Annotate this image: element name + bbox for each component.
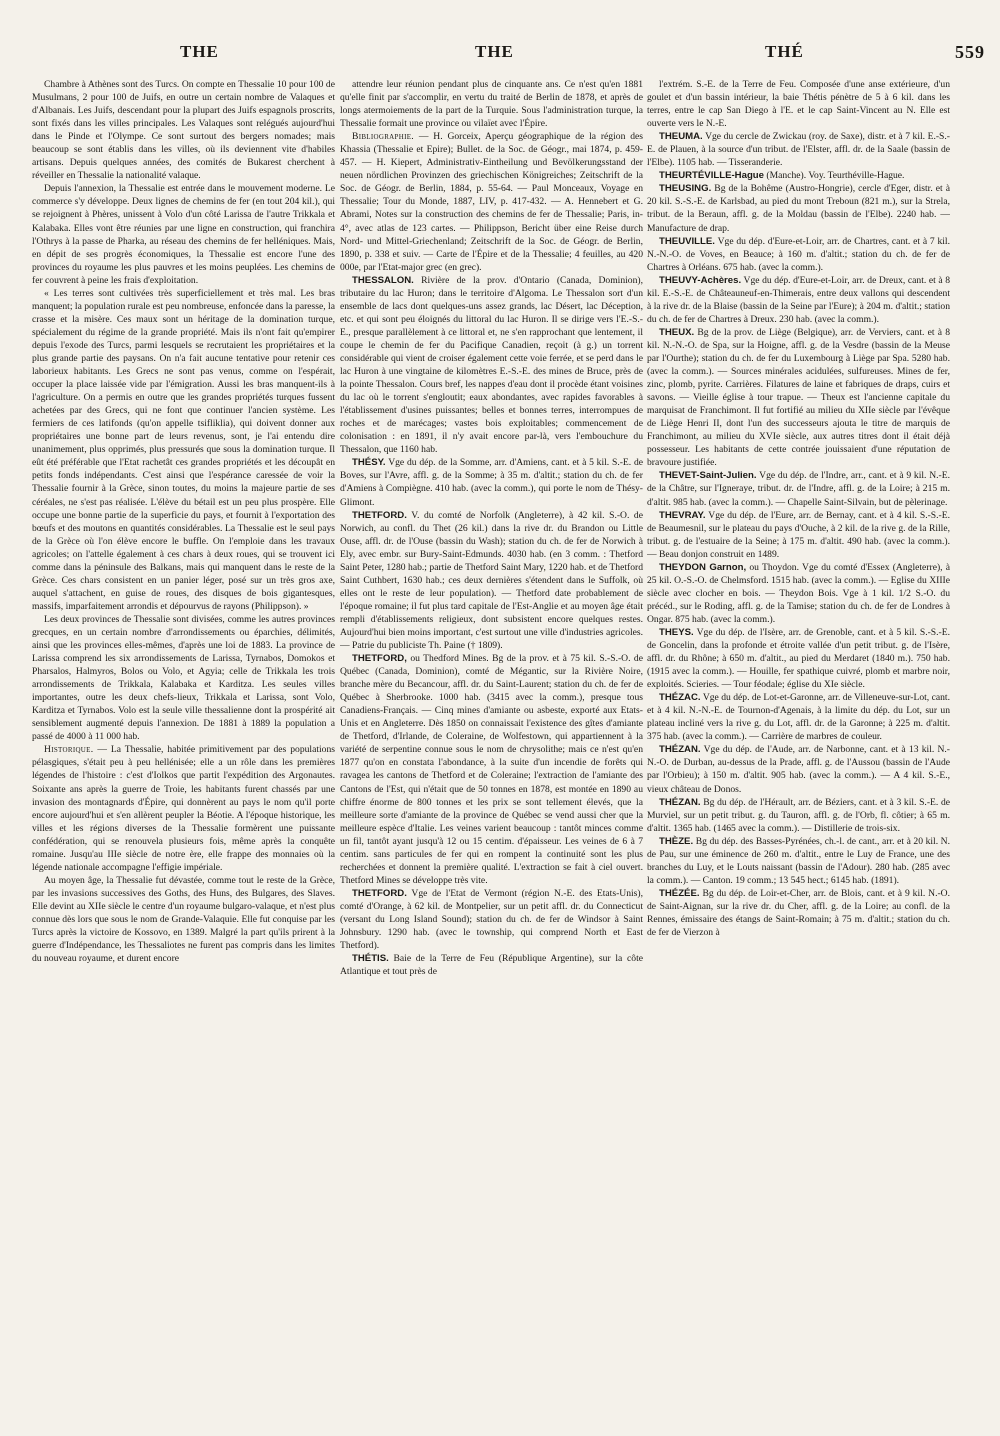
dictionary-entry: [647, 887, 950, 939]
entry-headword: THETFORD.: [352, 887, 407, 899]
dictionary-entry: [340, 456, 643, 508]
entry-text: Vge du dép. de l'Eure, arr. de Bernay, cant. et à 4 kil. S.-S.-E. de Beaumesnil, sur le plateau du pays d'Ouche, à 2 kil. de la rive g. de la Rille, tribut. g. de l'estuaire de la Seine; à 175 m. d'altit. 490 hab. (avec la comm.). — Beau donjon construit en 1489.: [647, 509, 950, 560]
entry-headword: THEUX.: [659, 326, 695, 338]
entry-text: Bg du dép. des Basses-Pyrénées, ch.-l. de cant., arr. et à 20 kil. N. de Pau, sur une éminence de 260 m. d'altit., entre le Luy de France, une des branches du Luy, et le Louts naissant (bassin de l'Adour). 280 hab. (285 avec la comm.). — Canton. 19 comm.; 13 545 hect.; 6145 hab. (1891).: [647, 835, 950, 886]
entry-text: — H. Gorceix, Aperçu géographique de la région des Khassia (Thessalie et Epire); Bullet. de la Soc. de Géogr., mai 1874, p. 459-457. — H. Kiepert, Administrativ-Eintheilung und Bevölkerungsstand der neuen nördlichen Provinzen des griechischen Königreiches; Zeitschrift de la Soc. de Géogr. de Berlin, 1884, p. 55-64. — Paul Monceaux, Voyage en Thessalie; Tour du Monde, 1887, LIV, p. 417-432. — A. Hennebert et G. Abrami, Notes sur la construction des chemins de fer de Thessalie; Paris, in-4°, avec atlas de 123 cartes. — Philippson, Bericht über eine Reise durch Nord- und Mittel-Griechenland; Zeitschrift de la Soc. de Géogr. de Berlin, 1890, p. 338 et suiv. — Carte de l'Épire et de la Thessalie; 4 feuilles, au 420 000e, par l'Etat-major grec (en grec).: [340, 131, 643, 273]
entry-headword: THÉZAC.: [659, 692, 701, 704]
dictionary-entry: [647, 743, 950, 795]
entry-text: l'extrém. S.-E. de la Terre de Feu. Composée d'une anse extérieure, d'un goulet et d'un bassin intérieur, la baie Thétis pénètre de 5 à 6 kil. dans les terres, entre le cap San Diego à l'E. et le cap Saint-Vincent au N. Elle est ouverte vers le N.-E.: [647, 79, 950, 130]
dictionary-entry: [647, 626, 950, 691]
paragraph: [647, 78, 950, 130]
entry-text: Vge du dép. de la Somme, arr. d'Amiens, cant. et à 5 kil. S.-E. de Boves, sur l'Avre, affl. g. de la Somme; à 35 m. d'altit.; station du ch. de fer d'Amiens à Compiègne. 410 hab. (avec la comm.), qui porte le nom de Thésy-Glimont.: [340, 457, 643, 508]
dictionary-entry: [340, 509, 643, 653]
entry-headword: THÉSY.: [352, 457, 386, 469]
paragraph: [32, 287, 335, 613]
dictionary-entry: [340, 274, 643, 457]
paragraph: [32, 613, 335, 743]
dictionary-entry: [647, 235, 950, 274]
entry-text: Bg du dép. de l'Hérault, arr. de Béziers, cant. et à 3 kil. S.-E. de Murviel, sur un petit tribut. g. du Tauron, affl. g. de l'Orb, fl. côtier; à 65 m. d'altit. 1365 hab. (1465 avec la comm.). — Distillerie de trois-six.: [647, 796, 950, 834]
text-column-3: [647, 78, 950, 1418]
entry-headword: THEUVY-Achères.: [659, 274, 742, 286]
dictionary-entry: [647, 182, 950, 234]
entry-text: ou Thoydon. Vge du comté d'Essex (Angleterre), à 25 kil. O.-S.-O. de Chelmsford. 1515 hab. (avec la comm.). — Eglise du XIIIe siècle avec clocher en bois. — Theydon Bois. Vge à 1 kil. 1/2 S.-O. du précéd., sur le Roding, affl. g. de la Tamise; station du ch. de fer de Londres à Ongar. 875 hab. (avec la comm.).: [647, 561, 950, 625]
entry-headword: THEVRAY.: [659, 509, 706, 521]
dictionary-entry: [647, 796, 950, 835]
entry-text: Bg de la Bohême (Austro-Hongrie), cercle d'Eger, distr. et à 20 kil. S.-S.-E. de Karlsbad, au pied du mont Treboun (821 m.), sur la Strela, tribut. de la Beraun, affl. g. de la Moldau (bassin de l'Elbe). 2240 hab. — Manufacture de drap.: [647, 183, 950, 234]
section-heading: Historique.: [44, 744, 94, 756]
entry-headword: THEUMA.: [659, 131, 703, 143]
dictionary-entry: [647, 835, 950, 887]
entry-headword: THEUVILLE.: [659, 235, 715, 247]
entry-text: Vge de l'Etat de Vermont (région N.-E. des Etats-Unis), comté d'Orange, à 62 kil. de Montpelier, sur un petit affl. dr. du Connecticut (versant du Long Island Sound); station du ch. de fer de Windsor à Saint Johnsbury. 1290 hab. (avec le township, qui comprend North et East Thetford).: [340, 887, 643, 952]
dictionary-entry: [647, 326, 950, 470]
dictionary-entry: [647, 509, 950, 561]
paragraph: [32, 182, 335, 286]
running-head-center: THE: [475, 42, 514, 61]
entry-text: Au moyen âge, la Thessalie fut dévastée, comme tout le reste de la Grèce, par les invasions successives des Goths, des Huns, des Bulgares, des Slaves. Elle devint au XIIe siècle le centre d'un royaume bulgaro-valaque, et n'est plus connue dès lors que sous le nom de Grande-Valaquie. Elle fut conquise par les Turcs après la victoire de Kossovo, en 1389. Malgré la part qu'ils prirent à la guerre d'Indépendance, les Thessaliotes ne furent pas compris dans les limites du nouveau royaume, et durent encore: [32, 874, 335, 965]
entry-headword: THÉZAN.: [659, 744, 701, 756]
entry-text: — La Thessalie, habitée primitivement par des populations pélasgiques, s'était peu à peu hellénisée; elle a un rôle dans les premières légendes de l'histoire : c'est d'Iolkos que partit l'expédition des Argonautes. Soixante ans après la guerre de Troie, les habitants furent chassés par une invasion des montagnards d'Épire, qui donnèrent au pays le nom qu'il porte encore aujourd'hui et s'en allèrent peupler la Béotie. A l'époque historique, les villes et les régions diverses de la Thessalie formèrent une puissante confédération, qui se renouvela plusieurs fois, même après la conquête romaine. Jusqu'au IIIe siècle de notre ère, elle frappe des monnaies où la légende nationale accompagne l'effigie impériale.: [32, 744, 335, 873]
section-heading: Bibliographie.: [352, 131, 414, 143]
entry-text: Vge du dép. d'Eure-et-Loir, arr. de Chartres, cant. et à 7 kil. N.-N.-O. de Voves, en Beauce; à 160 m. d'altit.; station du ch. de fer de Chartres à Orléans. 675 hab. (avec la comm.).: [647, 235, 950, 273]
entry-headword: THEYDON Garnon,: [659, 561, 747, 573]
dictionary-entry: [647, 274, 950, 326]
entry-text: V. du comté de Norfolk (Angleterre), à 42 kil. S.-O. de Norwich, au confl. du Thet (26 kil.) dans la rive dr. du Brandon ou Little Ouse, affl. dr. de l'Ouse (bassin du Wash); station du ch. de fer de Norwich à Ely, avec embr. sur Bury-Saint-Edmunds. 4030 hab. (en 3 comm. : Thetford Saint Peter, 1280 hab.; partie de Thetford Saint Mary, 1220 hab. et de Thetford Saint Cuthbert, 1630 hab.; ces deux dernières s'étendent dans le Suffolk, où elles ont le reste de leur population). — Thetford date probablement de l'époque romaine; il fut plus tard capitale de l'Est-Anglie et au moyen âge était rempli d'établissements religieux, dont subsistent encore quelques restes. Aujourd'hui bien moins important, c'est surtout une ville d'industries agricoles. — Patrie du publiciste Th. Paine († 1809).: [340, 509, 643, 652]
entry-text: Chambre à Athènes sont des Turcs. On compte en Thessalie 10 pour 100 de Musulmans, 2 pour 100 de Juifs, en outre un certain nombre de Valaques et d'Albanais. Les Juifs, descendant pour la plupart des Juifs espagnols proscrits, sont fixés dans les villes principales. Les Valaques sont relégués aujourd'hui dans le Pinde et l'Olympe. Ce sont surtout des bergers nomades; mais beaucoup se sont établis dans les villes, où ils deviennent vite d'habiles artisans. Depuis quelques années, des comités de Bukarest cherchent à réveiller en Thessalie la nationalité valaque.: [32, 79, 335, 182]
entry-headword: THEVET-Saint-Julien.: [659, 470, 757, 482]
entry-text: Bg de la prov. de Liège (Belgique), arr. de Verviers, cant. et à 8 kil. N.-N.-O. de Spa, sur la Hoigne, affl. g. de la Vesdre (bassin de la Meuse par l'Ourthe); station du ch. de fer du Luxembourg à Liège par Spa. 5280 hab. (avec la comm.). — Sources minérales acidulées, sulfureuses. Mines de fer, zinc, plomb, pyrite. Carrières. Filatures de laine et fabriques de draps, cuirs et savons. — Vieille église à tour trapue. — Theux est l'ancienne capitale du marquisat de Franchimont. Il fut fortifié au milieu du XIIe siècle par l'évêque de Liège Henri II, dont l'un des successeurs ajouta le titre de marquis de Franchimont, au milieu du XVIe siècle, aux autres titres dont il était déjà possesseur. Les habitants de cette contrée jouissaient d'une réputation de bravoure justifiée.: [647, 326, 950, 469]
entry-headword: THÉTIS.: [352, 953, 389, 965]
entry-text: Depuis l'annexion, la Thessalie est entrée dans le mouvement moderne. Le commerce s'y développe. Deux lignes de chemins de fer (en tout 204 kil.), qui se rejoignent à Phères, unissent à Volo d'un côté Larissa de l'autre Trikkala et Kalabaka. Elles vont être réunies par une ligne en construction, qui franchira l'Othrys à la passe de Pharka, au réseau des chemins de fer helléniques. Mais, en dépit de ses progrès économiques, la Thessalie est encore l'une des provinces du royaume les plus pauvres et les moins peuplées. Les chemins de fer couvrent à peine les frais d'exploitation.: [32, 183, 335, 286]
entry-text: Bg du dép. de Loir-et-Cher, arr. de Blois, cant. et à 9 kil. N.-O. de Saint-Aignan, sur la rive dr. du Cher, affl. g. de la Loire; au confl. de la Rennes, émissaire des étangs de Saint-Romain; à 75 m. d'altit.; station du ch. de fer de Vierzon à: [647, 887, 950, 939]
dictionary-entry: [647, 469, 950, 508]
entry-headword: THESSALON.: [352, 274, 414, 286]
entry-text: Vge du dép. de l'Isère, arr. de Grenoble, cant. et à 5 kil. S.-S.-E. de Goncelin, dans la profonde et étroite vallée d'un petit tribut. g. de l'Isère, affl. dr. du Rhône; à 650 m. d'altit., au pied du Merdaret (1840 m.). 750 hab. (1915 avec la comm.). — Houille, fer spathique cuivré, plomb et marbre noir, exploités. Scieries. — Tour féodale; église du XIe siècle.: [647, 626, 950, 691]
paragraph: [32, 78, 335, 182]
entry-text: Les deux provinces de Thessalie sont divisées, comme les autres provinces grecques, en un certain nombre d'arrondissements ou éparchies, délimités, ainsi que les provinces elles-mêmes, d'après une loi de 1883. La province de Larissa comprend les six arrondissements de Larissa, Tyrnabos, Domokos et Pharsalos, Halmyros, Bolos ou Volo, et Agyia; celle de Trikkala les trois arrondissements de Trikkala, Kalabaka et Karditza. Les seules villes importantes, outre les deux chefs-lieux, Trikkala et Larissa, sont Volo, Karditza et Tyrnabos. Volo est la seule ville thessalienne dont la prospérité ait sensiblement augmenté depuis l'annexion. De 1881 à 1889 la population a passé de 4000 à 11 000 hab.: [32, 613, 335, 743]
entry-headword: THÉZAN.: [659, 796, 701, 808]
dictionary-entry: [647, 130, 950, 169]
entry-text: Vge du cercle de Zwickau (roy. de Saxe), distr. et à 7 kil. E.-S.-E. de Plauen, à la source d'un tribut. de l'Elster, affl. dr. de la Saale (bassin de l'Elbe). 1105 hab. — Tisseranderie.: [647, 131, 950, 169]
entry-text: Vge du dép. d'Eure-et-Loir, arr. de Dreux, cant. et à 8 kil. E.-S.-E. de Châteauneuf-en-Thimerais, entre deux vallons qui descendent à la rive dr. de la Blaise (bassin de la Seine par l'Eure); à 204 m. d'altit.; station du ch. de fer de Chartres à Dreux. 230 hab. (avec la comm.).: [647, 274, 950, 325]
dictionary-entry: [340, 952, 643, 978]
entry-text: « Les terres sont cultivées très superficiellement et très mal. Les bras manquent; la population rurale est peu nombreuse, enfoncée dans la paresse, la crasse et la misère. Ces maux sont un héritage de la domination turque, spécialement du régime de la grande propriété. Mais ils n'ont fait qu'empirer depuis l'exode des Turcs, parmi lesquels se recrutaient les propriétaires et la plus grande partie des paysans. On n'a fait aucune tentative pour retenir ces laborieux habitants. Les Grecs ne sont pas venus, comme on l'espérait, occuper la place laissée vide par l'émigration. Aussi les bras manquent-ils à l'agriculture. On a permis en outre que les grandes propriétés turques fussent achetées par des Grecs, qui ne font que continuer l'ancien système. Les fermiers de ces latifonds (qu'on appelle tsifliklia), qui doivent donner aux propriétaires une bonne part de leurs revenus, sont, je l'ai entendu dire unanimement, plus opprimés, plus pressurés que sous la domination turque. Il eût été préférable que l'Etat rachetât ces grandes propriétés et les découpât en petits fonds indépendants. C'est ainsi que l'espérance caressée de voir la Thessalie fournir à la Grèce, sinon toutes, du moins la majeure partie de ses céréales, ne s'est pas réalisée. L'élève du bétail est un peu plus prospère. Elle occupe une bonne partie de la superficie du pays, et fournit à l'exportation des bœufs et des moutons en quantités considérables. La Thessalie est le seul pays de la Grèce où l'on élève encore le buffle. On l'emploie dans les travaux agricoles; on l'attelle également à ces chars à deux roues, qui se trouvent ici comme dans la péninsule des Balkans, mais qui manquent dans le reste de la Grèce. Ces chars consistent en un panier léger, posé sur un très gros axe, auquel s'attachent, en guise de roues, des disques de bois gigantesques, massifs, imparfaitement arrondis et dépourvus de rayons (Philippson). »: [32, 287, 335, 612]
entry-headword: THEURTÉVILLE-Hague: [659, 170, 765, 182]
dictionary-entry: [647, 169, 950, 182]
entry-text: Vge du dép. de l'Indre, arr., cant. et à 9 kil. N.-E. de la Châtre, sur l'Igneraye, tribut. dr. de l'Indre, affl. g. de la Loire; à 215 m. d'altit. 985 hab. (avec la comm.). — Chapelle Saint-Silvain, but de pèlerinage.: [647, 470, 950, 508]
text-column-1: [32, 78, 335, 1418]
entry-text: Vge du dép. de Lot-et-Garonne, arr. de Villeneuve-sur-Lot, cant. et à 4 kil. N.-N.-E. de Tournon-d'Agenais, à la limite du dép. du Lot, sur un plateau incliné vers la rive g. du Lot, affl. dr. de la Garonne; à 225 m. d'altit. 375 hab. (avec la comm.). — Carrière de marbres de couleur.: [647, 692, 950, 743]
entry-text: attendre leur réunion pendant plus de cinquante ans. Ce n'est qu'en 1881 qu'elle finit par s'accomplir, en vertu du traité de Berlin de 1878, et après de longs atermoiements de la part de la Turquie. Sous l'administration turque, la Thessalie formait une province ou vilaïet avec l'Épire.: [340, 79, 643, 130]
paragraph: [340, 130, 643, 274]
entry-headword: THÉZÉE.: [659, 887, 700, 899]
running-header: [30, 42, 985, 72]
dictionary-entry: [340, 652, 643, 887]
paragraph: [32, 874, 335, 965]
text-column-2: [340, 78, 643, 1418]
dictionary-entry: [647, 561, 950, 626]
running-head-left: THE: [180, 42, 219, 61]
dictionary-entry: [647, 691, 950, 743]
entry-headword: THEYS.: [659, 626, 694, 638]
entry-headword: THEUSING.: [659, 183, 712, 195]
dictionary-entry: [340, 887, 643, 952]
paragraph: [340, 78, 643, 130]
page-number: 559: [955, 42, 985, 62]
entry-text: Rivière de la prov. d'Ontario (Canada, Dominion), tributaire du lac Huron; dans le territoire d'Algoma. Le Thessalon sort d'un ensemble de lacs dont quelques-uns assez grands, lac Désert, lac Déception, etc. et qui sont peu éloignés du littoral du lac Huron. Il se dirige vers l'E.-S.-E., presque parallèlement à ce littoral et, ne s'en rapprochant que lentement, il coupe le chemin de fer du Pacifique Canadien, reçoit (à g.) un torrent considérable qui vient de croiser également cette voie ferrée, et se perd dans le lac Huron à une vingtaine de kilomètres E.-S.-E. des mines de Bruce, près de la pointe Thessalon. Cours bref, les nappes d'eau dont il procède étant voisines du lac où le torrent s'engloutit; eaux abondantes, avec rapides favorables à l'établissement d'usines puissantes; belles et bonnes terres, interrompues de roches et de marécages; vastes bois exploitables; commencement de colonisation : en 1891, il n'y avait encore par-là, vers l'embouchure du Thessalon, que 1160 hab.: [340, 274, 643, 456]
running-head-right: THÉ: [765, 42, 804, 61]
entry-headword: THETFORD,: [352, 653, 407, 665]
entry-text: Baie de la Terre de Feu (République Argentine), sur la côte Atlantique et tout près de: [340, 953, 643, 978]
entry-headword: THÈZE.: [659, 835, 694, 847]
paragraph: [32, 743, 335, 873]
entry-text: Vge du dép. de l'Aude, arr. de Narbonne, cant. et à 13 kil. N.-N.-O. de Durban, au-dessus de la Prade, affl. g. de l'Aussou (bassin de l'Aude par l'Orbieu); à 150 m. d'altit. 905 hab. (avec la comm.). — A 4 kil. S.-E., vieux château de Donos.: [647, 744, 950, 795]
entry-text: ou Thedford Mines. Bg de la prov. et à 75 kil. S.-S.-O. de Québec (Canada, Dominion), comté de Mégantic, sur la Rivière Noire, branche mère du Becancour, affl. dr. du Saint-Laurent; station du ch. de fer de Québec à Sherbrooke. 1000 hab. (3415 avec la comm.), presque tous Canadiens-Français. — Cinq mines d'amiante ou asbeste, exporté aux Etats-Unis et en Angleterre. Dès 1850 on connaissait l'existence des gîtes d'amiante de Thetford, d'Irlande, de Coleraine, de Wolfestown, qui appartiennent à la variété de serpentine connue sous le nom de chrysolithe; mais ce n'est qu'en 1877 qu'on en constata l'abondance, à la suite d'un incendie de forêts qui ravagea les cantons de Thetford et de Coleraine; l'extraction de l'amiante des Cantons de l'Est, qui n'était que de 50 tonnes en 1878, est montée en 1890 au chiffre énorme de 800 tonnes et les prix se sont tellement élevés, que la meilleure sorte d'amiante de la province de Québec se vend aussi cher que la meilleure espèce d'Italie. Les veines varient beaucoup : tantôt minces comme un fil, tantôt ayant jusqu'à 12 ou 15 centim. d'épaisseur. Les veines de 6 à 7 centim. sans particules de fer qui en rompent la continuité sont les plus recherchées et donnent la première qualité. L'extraction se fait à ciel ouvert. Thetford Mines se développe très vite.: [340, 653, 643, 886]
entry-headword: THETFORD.: [352, 509, 407, 521]
entry-text: (Manche). Voy. Teurthéville-Hague.: [764, 170, 905, 182]
